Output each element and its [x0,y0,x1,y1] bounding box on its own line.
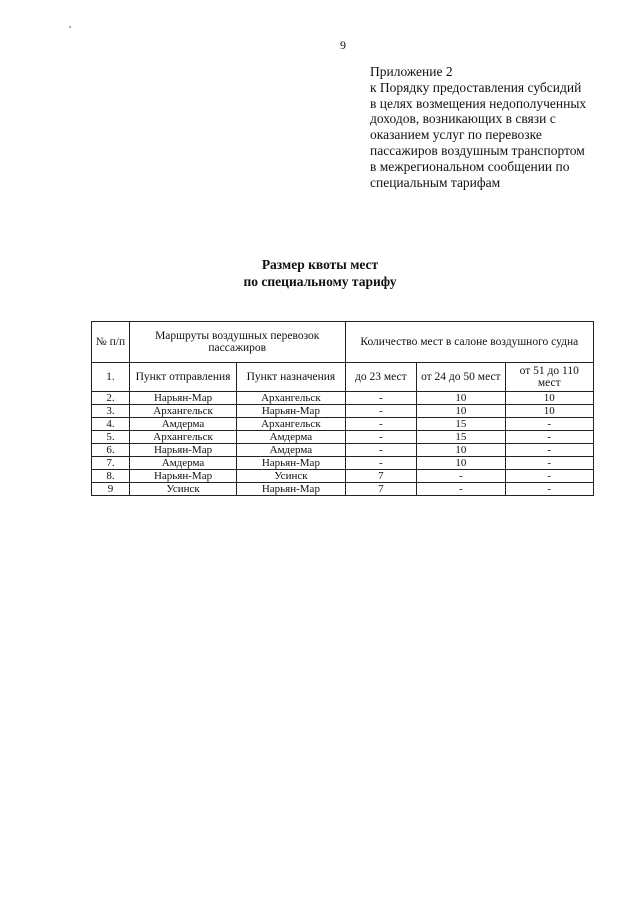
destination-point: Архангельск [237,418,345,431]
annex-header [370,64,610,190]
row-number: 2. [92,392,130,405]
departure-point: Нарьян-Мар [129,444,236,457]
destination-point: Нарьян-Мар [237,405,345,418]
departure-point: Усинск [129,483,236,496]
departure-point: Архангельск [129,405,236,418]
seats-up-to-23: - [345,457,417,470]
seats-51-to-110: - [505,457,593,470]
row-number: 5. [92,431,130,444]
annex-line: в межрегиональном сообщении по [370,158,570,174]
header-seats: Количество мест в салоне воздушного судна [345,322,593,363]
seats-51-to-110: - [505,431,593,444]
departure-point: Амдерма [129,457,236,470]
destination-point: Усинск [237,470,345,483]
row-number: 9 [92,483,130,496]
row-number: 4. [92,418,130,431]
seats-24-to-50: - [417,470,505,483]
table-row [92,418,594,431]
destination-point: Нарьян-Мар [237,483,345,496]
seats-51-to-110: 10 [505,405,593,418]
table-body [92,392,594,496]
departure-point: Нарьян-Мар [129,470,236,483]
seats-up-to-23: - [345,431,417,444]
scan-speck [69,26,71,28]
seats-24-to-50: 15 [417,431,505,444]
departure-point: Амдерма [129,418,236,431]
table-row [92,431,594,444]
annex-line: Приложение 2 [370,64,453,79]
page-number: 9 [340,38,346,52]
departure-point: Нарьян-Мар [129,392,236,405]
seats-up-to-23: - [345,405,417,418]
table-header-row [92,322,594,363]
seats-up-to-23: 7 [345,470,417,483]
seats-24-to-50: 10 [417,457,505,470]
seats-51-to-110: - [505,470,593,483]
title-line-1: Размер квоты мест [261,257,379,272]
annex-line: специальным тарифам [370,174,501,190]
destination-point: Нарьян-Мар [237,457,345,470]
seats-up-to-23: 7 [345,483,417,496]
table-row [92,470,594,483]
table-row [92,444,594,457]
seats-51-to-110: - [505,444,593,457]
quota-table [91,321,594,496]
destination-point: Архангельск [237,392,345,405]
seats-up-to-23: - [345,392,417,405]
seats-51-to-110: - [505,418,593,431]
seats-24-to-50: 10 [417,392,505,405]
annex-line: в целях возмещения недополученных [370,95,587,111]
header-seats-b: от 24 до 50 мест [417,363,505,392]
header-to: Пункт назначения [237,363,345,392]
seats-51-to-110: - [505,483,593,496]
departure-point: Архангельск [129,431,236,444]
row-number: 3. [92,405,130,418]
seats-up-to-23: - [345,418,417,431]
row-number: 7. [92,457,130,470]
annex-line: оказанием услуг по перевозке [370,127,542,143]
header-routes: Маршруты воздушных перевозок пассажиров [129,322,345,363]
seats-24-to-50: - [417,483,505,496]
document-title [0,256,640,290]
destination-point: Амдерма [237,444,345,457]
destination-point: Амдерма [237,431,345,444]
header-from: Пункт отправления [129,363,236,392]
table-row [92,405,594,418]
seats-24-to-50: 10 [417,405,505,418]
table-row [92,392,594,405]
row-number: 8. [92,470,130,483]
seats-24-to-50: 10 [417,444,505,457]
title-line-2: по специальному тарифу [243,274,397,289]
header-seats-c: от 51 до 110 мест [505,363,593,392]
annex-line: доходов, возникающих в связи с [370,111,556,127]
table-subheader-row [92,363,594,392]
annex-line: к Порядку предоставления субсидий [370,79,582,95]
table-row [92,483,594,496]
header-seats-a: до 23 мест [345,363,417,392]
header-num-first: 1. [92,363,130,392]
annex-line: пассажиров воздушным транспортом [370,142,585,158]
seats-24-to-50: 15 [417,418,505,431]
row-number: 6. [92,444,130,457]
header-num: № п/п [92,322,130,363]
seats-51-to-110: 10 [505,392,593,405]
table-row [92,457,594,470]
seats-up-to-23: - [345,444,417,457]
